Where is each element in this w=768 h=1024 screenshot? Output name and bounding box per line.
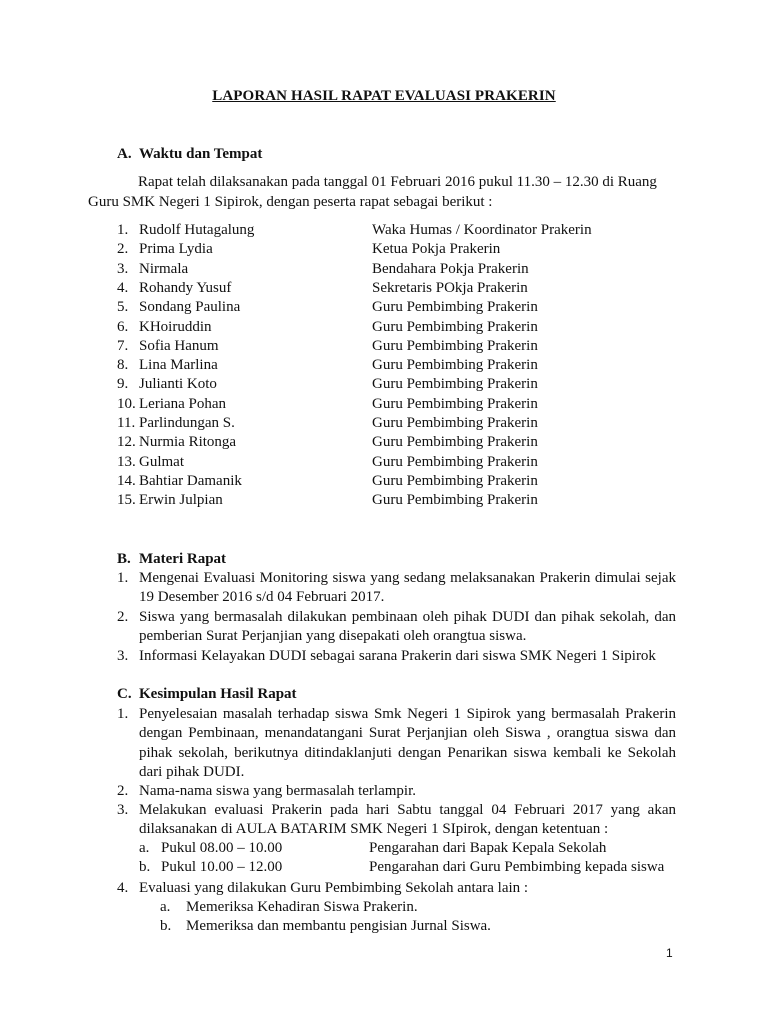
paragraph-line-2: Guru SMK Negeri 1 Sipirok, dengan peserta rapat sebagai berikut :	[88, 193, 493, 210]
page-number: 1	[666, 946, 673, 960]
section-c-letter: C.	[117, 686, 132, 702]
section-a-letter: A.	[117, 146, 132, 162]
section-c-title: Kesimpulan Hasil Rapat	[139, 686, 297, 702]
document-page: LAPORAN HASIL RAPAT EVALUASI PRAKERIN A. Waktu dan Tempat Rapat telah dilaksanakan pada tanggal 01 Februari 2016 pukul 11.30 – 12.30 di Ruang Guru SMK Negeri 1 Sipirok, dengan peserta rapat sebagai berikut : 1. Rudolf Hutagalung Waka Humas / Koordinator Prakerin 2. Prima Lydia Ketua Pokja Prakerin 3. Nirmala Bendahara Pokja Prakerin 4. Rohandy Yusuf Sekretaris POkja Prakerin 5. Sondang Paulina Guru Pembimbing Prakerin 6. KHoiruddin Guru Pembimbing Prakerin 7. Sofia Hanum Guru Pembimbing Prakerin 8. Lina Marlina Guru Pembimbing Prakerin 9. Julianti Koto Guru Pembimbing Prakerin 10. Leriana Pohan Guru Pembimbing Prakerin 11. Parlindungan S. Guru Pembimbing Prakerin 12. Nurmia Ritonga Guru Pembimbing Prakerin 13. Gulmat Guru Pembimbing Prakerin 14. Bahtiar Damanik Guru Pembimbing Prakerin 15. Erwin Julpian Guru Pembimbing Prakerin B. Materi Rapat 1. Mengenai Evaluasi Monitoring siswa yang sedang melaksanakan Prakerin dimulai sejak 19 Desember 2016 s/d 04 Februari 2017. 2. Siswa yang bermasalah dilakukan pembinaan oleh pihak DUDI dan pihak sekolah, dan pemberian Surat Perjanjian yang disepakati oleh orangtua siswa. 3. Informasi Kelayakan DUDI sebagai sarana Prakerin dari siswa SMK Negeri 1 Sipirok C. Kesimpulan Hasil Rapat 1. Penyelesaian masalah terhadap siswa Smk Negeri 1 Sipirok yang bermasalah Prakerin dengan Pembinaan, menandatangani Surat Perjanjian oleh Siswa , orangtua siswa dan pihak sekolah, berikutnya ditindaklanjuti dengan Penarikan siswa kembali ke Sekolah dari pihak DUDI. 2. Nama-nama siswa yang bermasalah terlampir. 3. Melakukan evaluasi Prakerin pada hari Sabtu tanggal 04 Februari 2017 yang akan dilaksanakan di AULA BATARIM SMK Negeri 1 SIpirok, dengan ketentuan : a. Pukul 08.00 – 10.00 Pengarahan dari Bapak Kepala Sekolah b. Pukul 10.00 – 12.00 Pengarahan dari Guru Pembimbing kepada siswa 4. Evaluasi yang dilakukan Guru Pembimbing Sekolah antara lain : a. Memeriksa Kehadiran Siswa Prakerin. b. Memeriksa dan membantu pengisian Jurnal Siswa. 1	[0, 0, 768, 1024]
section-b-letter: B.	[117, 551, 131, 567]
section-a-paragraph	[88, 173, 676, 212]
paragraph-line-1: Rapat telah dilaksanakan pada tanggal 01 Februari 2016 pukul 11.30 – 12.30 di Ruang	[138, 174, 657, 190]
section-a-title: Waktu dan Tempat	[139, 146, 263, 162]
section-b-title: Materi Rapat	[139, 551, 227, 567]
document-title: LAPORAN HASIL RAPAT EVALUASI PRAKERIN	[212, 88, 556, 104]
